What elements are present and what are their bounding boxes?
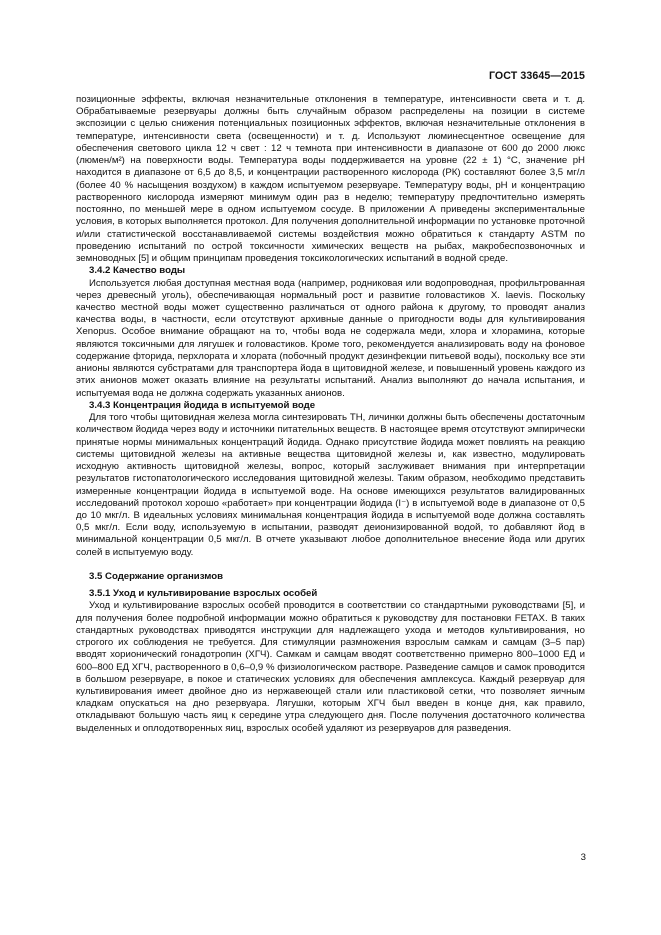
paragraph-iodide-concentration: Для того чтобы щитовидная железа могла синтезировать ТН, личинки должны быть обеспечены достаточным количеством йодида через воду и источники питательных веществ. В настоящее время отсутствуют эмпирически принятые нормы минимальных концентраций йодида. Однако присутствие йодида может повлиять на реакцию системы щитовидной железы на активные вещества щитовидной железы и, как известно, модулировать исходную активность щитовидной железы, вопрос, который заслуживает внимания при интерпретации результатов гистопатологического исследования щитовидной железы. Таким образом, необходимо представить измеренные концентрации йодида в испытуемой воде. На основе имеющихся результатов валидированных исследований протокол хорошо «работает» при концентрации йодида (I⁻) в испытуемой воде в диапазоне от 0,5 до 10 мкг/л. В идеальных условиях минимальная концентрация йодида в испытуемой воде должна составлять 0,5 мкг/л. Если воду, используемую в испытании, разводят деионизированной водой, то добавляют йод в минимальной концентрации 0,5 мкг/л. В отчете указывают любое дополнительное внесение йода или других солей в испытуемую воду. (76, 412, 585, 558)
section-heading-water-quality: 3.4.2 Качество воды (89, 265, 186, 277)
standard-code-header: ГОСТ 33645—2015 (488, 70, 585, 82)
paragraph-adult-care: Уход и культивирование взрослых особей проводится в соответствии со стандартными руководствами [5], и для получения более подробной информации можно обратиться к руководству для постановки FETAX. В таких стандартных руководствах приводятся инструкции для надлежащего ухода и методов культивирования, но строгого их соблюдения не требуется. Для стимуляции размножения взрослым самкам и самцам (3–5 пар) вводят хорионический гонадотропин (ХГЧ). Самкам и самцам вводят соответственно примерно 800–1000 ЕД и 600–800 ЕД ХГЧ, растворенного в 0,6–0,9 % физиологическом растворе. Разведение самцов и самок проводится в большом резервуаре, в покое и статических условиях для обеспечения амплексуса. Каждый резервуар для культивирования имеет двойное дно из нержавеющей стали или пластиковой сетки, что позволяет яичным кладкам опускаться на дно резервуара. Лягушки, которым ХГЧ был введен в конце дня, как правило, откладывают большую часть яиц к середине утра следующего дня. После получения достаточного количества выделенных и оплодотворенных яиц, взрослых особей удаляют из резервуаров для разведения. (76, 600, 585, 734)
section-heading-organism-keeping: 3.5 Содержание организмов (89, 570, 223, 582)
section-heading-iodide-concentration: 3.4.3 Концентрация йодида в испытуемой воде (89, 399, 316, 411)
document-body (76, 94, 585, 735)
page-number: 3 (580, 852, 586, 863)
paragraph-exposure-conditions: позиционные эффекты, включая незначительные отклонения в температуре, интенсивности света и т. д. Обрабатываемые резервуары должны быть случайным образом распределены на позиции в системе экспозиции с целью снижения потенциальных позиционных эффектов, включая незначительные отклонения в температуре, интенсивности света (освещенности) и т. д. Используют люминесцентное освещение для обеспечения светового цикла 12 ч свет : 12 ч темнота при интенсивности в диапазоне от 600 до 2000 люкс (люмен/м²) на поверхности воды. Температура воды поддерживается на уровне (22 ± 1) °С, значение pH находится в диапазоне от 6,5 до 8,5, и концентрации растворенного кислорода (РК) составляют более 3,5 мг/л (более 40 % насыщения воздухом) в каждом испытуемом резервуаре. Температуру воды, pH и концентрацию растворенного кислорода измеряют минимум один раз в неделю; температуру предпочтительно измерять постоянно, по меньшей мере в одном испытуемом сосуде. В приложении А приведены экспериментальные условия, в которых выполняется протокол. Для получения дополнительной информации по установке проточной и/или статистической восстанавливаемой системы воздействия можно обратиться к стандарту ASTM по проведению испытаний по острой токсичности химических веществ на рыбах, макробеспозвоночных и земноводных [5] и общим принципам проведения токсикологических испытаний в водной среде. (76, 94, 585, 265)
paragraph-water-quality: Используется любая доступная местная вода (например, родниковая или водопроводная, профильтрованная через древесный уголь), обеспечивающая нормальный рост и развитие головастиков X. laevis. Поскольку качество местной воды может существенно различаться от одного района к другому, то проводят анализ качества воды, в частности, если отсутствуют архивные данные о пригодности воды для культивирования Xenopus. Особое внимание обращают на то, чтобы вода не содержала меди, хлора и хлорамина, которые являются токсичными для лягушек и головастиков. Кроме того, рекомендуется анализировать воду на фоновое содержание фторида, перхлората и хлората (побочный продукт дезинфекции питьевой воды), поскольку все эти анионы являются субстратами для транспортера йода в щитовидной железе, и повышенный уровень каждого из этих анионов может оказать влияние на результаты испытаний. Анализ выполняют до начала испытания, и испытуемая вода не должна содержать указанных анионов. (76, 277, 585, 399)
section-heading-adult-care: 3.5.1 Уход и культивирование взрослых особей (89, 588, 318, 600)
